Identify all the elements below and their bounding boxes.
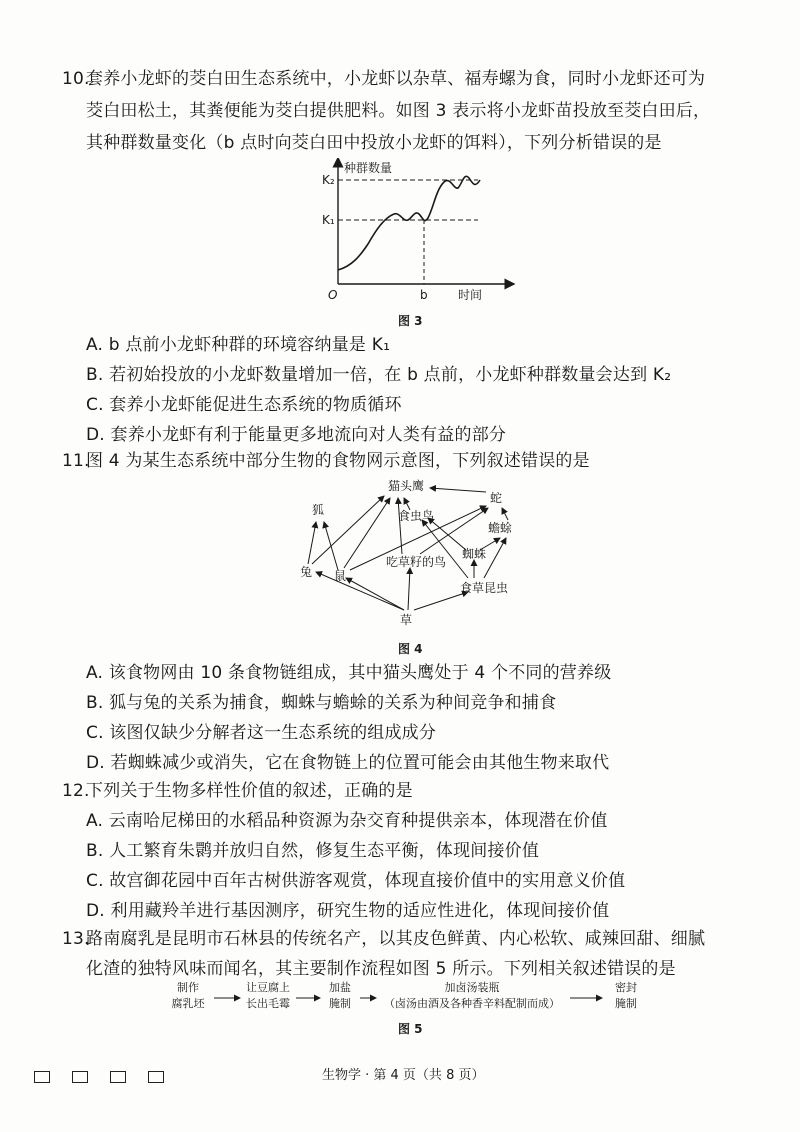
mouse-node: 鼠 (334, 569, 347, 583)
page-footer: 生物学 · 第 4 页（共 8 页） (322, 1068, 485, 1083)
snake-node: 蛇 (490, 491, 503, 505)
flow-step-4a: 加卤汤装瓶 (444, 981, 500, 994)
x-axis-label: 时间 (458, 288, 483, 302)
q10-option-c: C. 套养小龙虾能促进生态系统的物质循环 (86, 395, 402, 415)
question-11-number: 11. (62, 451, 90, 471)
q12-option-c: C. 故宫御花园中百年古树供游客观赏，体现直接价值中的实用意义价值 (86, 871, 626, 891)
fox-node: 狐 (312, 503, 325, 517)
question-13-number: 13. (62, 929, 90, 949)
figure-5-caption: 图 5 (398, 1022, 423, 1036)
question-number: 10. (62, 69, 90, 89)
q10-option-d: D. 套养小龙虾有利于能量更多地流向对人类有益的部分 (86, 425, 507, 445)
flow-step-1b: 腐乳坯 (171, 997, 205, 1010)
flow-step-5b: 腌制 (615, 997, 637, 1010)
flow-step-4b: （卤汤由酒及各种香辛料配制而成） (384, 997, 560, 1010)
question-10-line-2: 茭白田松土，其粪便能为茭白提供肥料。如图 3 表示将小龙虾苗投放至茭白田后， (86, 101, 711, 121)
question-11-text: 图 4 为某生态系统中部分生物的食物网示意图，下列叙述错误的是 (86, 451, 590, 471)
owl-node: 猫头鹰 (388, 479, 425, 493)
flow-step-2b: 长出毛霉 (246, 997, 290, 1010)
k2-label: K₂ (322, 173, 335, 187)
q12-option-b: B. 人工繁育朱鹮并放归自然，修复生态平衡，体现间接价值 (86, 841, 540, 861)
insect-node: 食草昆虫 (460, 581, 509, 595)
seedbird-node: 吃草籽的鸟 (386, 555, 447, 569)
footer-box (72, 1071, 88, 1083)
figure-4-food-web (280, 474, 540, 634)
footer-box (34, 1071, 50, 1083)
origin-label: O (328, 288, 338, 302)
q10-option-a: A. b 点前小龙虾种群的环境容纳量是 K₁ (86, 335, 391, 355)
question-13-line-2: 化渣的独特风味而闻名，其主要制作流程如图 5 所示。下列相关叙述错误的是 (86, 959, 676, 979)
footer-box (148, 1071, 164, 1083)
footer-boxes (34, 1068, 186, 1087)
population-curve (338, 176, 480, 270)
spider-node: 蜘蛛 (462, 547, 487, 561)
figure-4-caption: 图 4 (398, 642, 423, 656)
b-label: b (420, 288, 428, 302)
question-10-line-1: 套养小龙虾的茭白田生态系统中，小龙虾以杂草、福寿螺为食，同时小龙虾还可为 (86, 69, 706, 89)
figure-3-caption: 图 3 (398, 314, 423, 328)
q11-option-d: D. 若蜘蛛减少或消失，它在食物链上的位置可能会由其他生物来取代 (86, 753, 610, 773)
q10-option-b: B. 若初始投放的小龙虾数量增加一倍，在 b 点前，小龙虾种群数量会达到 K₂ (86, 365, 672, 385)
q11-option-a: A. 该食物网由 10 条食物链组成，其中猫头鹰处于 4 个不同的营养级 (86, 663, 612, 683)
question-10-line-3: 其种群数量变化（b 点时向茭白田中投放小龙虾的饵料），下列分析错误的是 (86, 133, 662, 153)
k1-label: K₁ (322, 213, 335, 227)
y-axis-label: 种群数量 (344, 161, 393, 175)
q11-option-c: C. 该图仅缺少分解者这一生态系统的组成成分 (86, 723, 437, 743)
grass-node: 草 (400, 613, 413, 627)
flow-step-3a: 加盐 (329, 981, 351, 994)
flow-step-3b: 腌制 (329, 997, 351, 1010)
rabbit-node: 兔 (300, 565, 313, 579)
figure-3-population-curve (300, 158, 520, 318)
flow-step-1a: 制作 (177, 981, 199, 994)
q12-option-d: D. 利用藏羚羊进行基因测序，研究生物的适应性进化，体现间接价值 (86, 901, 610, 921)
flow-step-2a: 让豆腐上 (246, 981, 290, 994)
figure-5-flow (150, 978, 670, 1018)
q12-option-a: A. 云南哈尼梯田的水稻品种资源为杂交育种提供亲本，体现潜在价值 (86, 811, 608, 831)
toad-node: 蟾蜍 (488, 521, 513, 535)
question-12-number: 12. (62, 781, 90, 801)
q11-option-b: B. 狐与兔的关系为捕食，蜘蛛与蟾蜍的关系为种间竞争和捕食 (86, 693, 557, 713)
insectbird-node: 食虫鸟 (398, 509, 435, 523)
footer-box (110, 1071, 126, 1083)
flow-step-5a: 密封 (615, 981, 637, 994)
question-12-text: 下列关于生物多样性价值的叙述，正确的是 (86, 781, 413, 801)
question-13-line-1: 路南腐乳是昆明市石林县的传统名产，以其皮色鲜黄、内心松软、咸辣回甜、细腻 (86, 929, 706, 949)
